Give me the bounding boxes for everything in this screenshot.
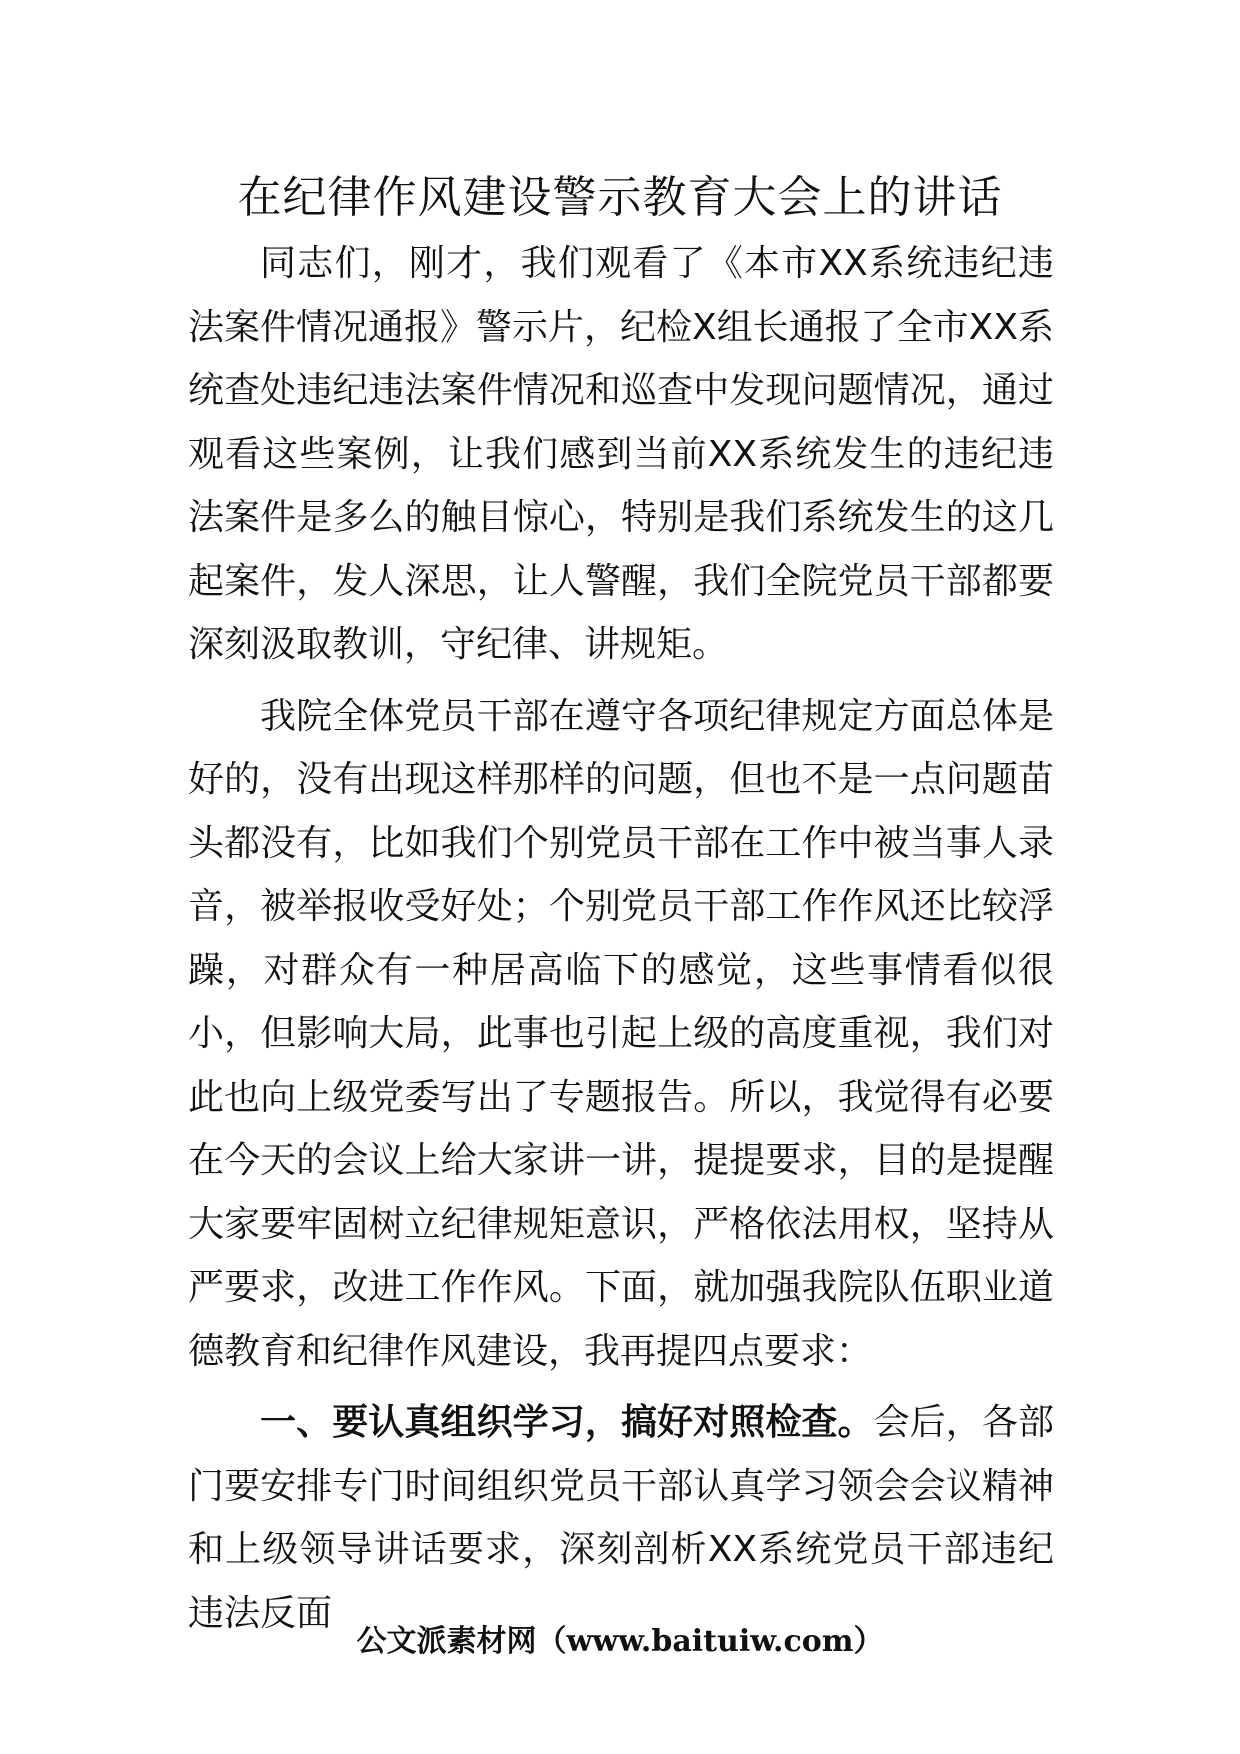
paragraph-requirement-one — [188, 1391, 1054, 1645]
paragraph-opening — [188, 232, 1054, 677]
document-body — [188, 232, 1054, 1645]
paragraph-text: 同志们，刚才，我们观看了《本市XX系统违纪违法案件情况通报》警示片，纪检X组长通报了全市XX系统查处违纪违法案件情况和巡查中发现问题情况，通过观看这些案例，让我们感到当前XX系统发生的违纪违法案件是多么的触目惊心，特别是我们系统发生的这几起案件，发人深思，让人警醒，我们全院党员干部都要深刻汲取教训，守纪律、讲规矩。 — [188, 243, 1054, 665]
document-title: 在纪律作风建设警示教育大会上的讲话 — [237, 172, 1003, 223]
paragraph-text: 我院全体党员干部在遵守各项纪律规定方面总体是好的，没有出现这样那样的问题，但也不是一点问题苗头都没有，比如我们个别党员干部在工作中被当事人录音，被举报收受好处；个别党员干部工作作风还比较浮躁，对群众有一种居高临下的感觉，这些事情看似很小，但影响大局，此事也引起上级的高度重视，我们对此也向上级党委写出了专题报告。所以，我觉得有必要在今天的会议上给大家讲一讲，提提要求，目的是提醒大家要牢固树立纪律规矩意识，严格依法用权，坚持从严要求，改进工作作风。下面，就加强我院队伍职业道德教育和纪律作风建设，我再提四点要求： — [188, 695, 1054, 1372]
paragraph-overview — [188, 685, 1054, 1384]
footer-watermark: 公文派素材网（www.baituiw.com） — [356, 1624, 884, 1659]
paragraph-lead-heading: 一、要认真组织学习，搞好对照检查。 — [260, 1401, 874, 1443]
paragraph-text: 会后，各部门要安排专门时间组织党员干部认真学习领会会议精神和上级领导讲话要求，深刻剖析XX系统党员干部违纪违法反面 — [188, 1402, 1054, 1634]
